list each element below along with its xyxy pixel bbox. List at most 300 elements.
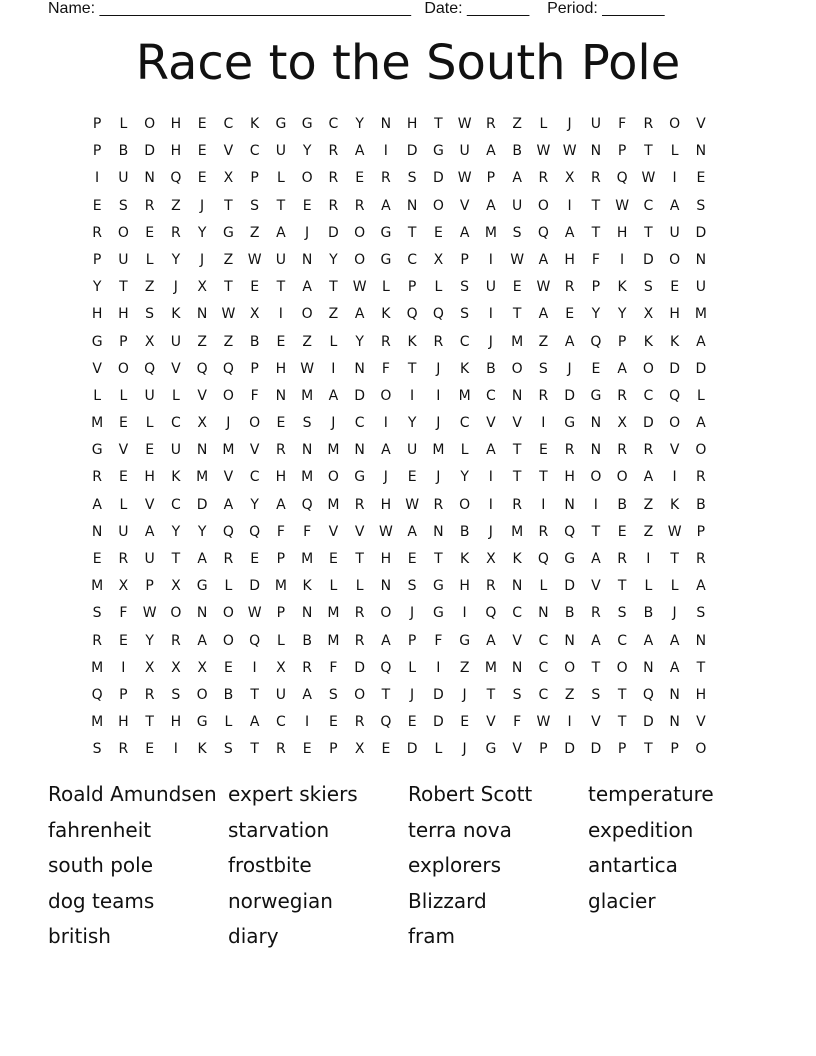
grid-letter: G [485, 741, 497, 758]
grid-letter: Y [171, 251, 181, 268]
grid-letter: E [118, 632, 128, 649]
grid-letter: E [355, 170, 365, 187]
grid-letter: R [433, 496, 444, 513]
word-list-item: norwegian [228, 888, 333, 913]
grid-letter: T [486, 686, 496, 703]
grid-letter: Q [485, 605, 497, 622]
grid-letter: U [590, 116, 601, 132]
grid-letter: D [642, 714, 654, 731]
grid-letter: P [119, 333, 128, 350]
grid-letter: V [512, 741, 522, 758]
grid-letter: Q [616, 170, 628, 187]
grid-letter: S [223, 741, 233, 758]
grid-letter: O [144, 116, 156, 132]
grid-letter: J [436, 469, 441, 486]
grid-letter: E [250, 279, 260, 296]
grid-letter: L [145, 415, 154, 432]
grid-letter: T [224, 279, 233, 296]
grid-letter: X [144, 659, 155, 676]
grid-letter: E [670, 279, 680, 296]
grid-letter: N [669, 686, 680, 703]
grid-letter: W [457, 170, 472, 187]
grid-letter: P [119, 686, 128, 703]
grid-letter: R [354, 197, 365, 214]
grid-letter: P [92, 116, 102, 132]
grid-letter: K [460, 360, 470, 377]
grid-letter: E [197, 170, 207, 187]
grid-letter: W [667, 523, 682, 540]
grid-letter: J [436, 360, 441, 377]
grid-letter: I [436, 659, 441, 676]
grid-letter: O [511, 360, 523, 377]
grid-letter: P [276, 605, 286, 622]
grid-letter: N [695, 632, 707, 649]
grid-letter: R [696, 551, 706, 567]
grid-letter: G [459, 632, 471, 649]
grid-letter: E [407, 551, 417, 567]
grid-letter: C [170, 415, 181, 432]
grid-letter: M [484, 224, 497, 241]
grid-letter: C [538, 686, 549, 703]
grid-letter: H [118, 306, 129, 323]
grid-letter: J [200, 251, 205, 268]
grid-letter: Z [538, 333, 549, 350]
grid-letter: H [564, 251, 575, 268]
grid-letter: I [436, 387, 441, 404]
grid-letter: J [567, 360, 572, 377]
grid-letter: D [564, 741, 576, 758]
grid-letter: D [564, 578, 576, 595]
grid-letter: X [197, 279, 207, 296]
grid-letter: S [696, 605, 706, 622]
grid-letter: W [615, 197, 630, 214]
grid-letter: P [617, 143, 627, 160]
grid-letter: A [617, 360, 627, 377]
grid-letter: S [145, 306, 155, 323]
grid-letter: V [696, 116, 706, 132]
grid-letter: A [486, 197, 496, 214]
grid-letter: S [171, 686, 181, 703]
grid-letter: O [616, 659, 628, 676]
grid-letter: E [145, 741, 155, 758]
grid-letter: R [328, 170, 339, 187]
grid-letter: E [145, 224, 155, 241]
grid-letter: R [354, 496, 365, 513]
grid-letter: M [327, 442, 340, 459]
grid-letter: Q [642, 686, 654, 703]
grid-letter: I [410, 387, 415, 404]
grid-letter: A [459, 224, 470, 241]
grid-letter: T [407, 224, 417, 241]
grid-letter: Q [222, 360, 234, 377]
grid-letter: T [591, 224, 601, 241]
grid-letter: A [381, 632, 391, 649]
grid-letter: C [538, 659, 549, 676]
word-list-item: fahrenheit [48, 817, 152, 842]
grid-letter: D [564, 387, 576, 404]
grid-letter: V [118, 442, 129, 459]
grid-letter: B [118, 143, 129, 160]
grid-letter: G [275, 116, 287, 132]
grid-letter: Y [355, 333, 364, 350]
grid-letter: W [536, 143, 551, 160]
grid-letter: K [512, 551, 522, 567]
grid-letter: O [117, 360, 129, 377]
grid-letter: X [197, 659, 207, 676]
grid-letter: Q [564, 523, 576, 540]
grid-letter: A [696, 415, 706, 432]
word-list-item: fram [408, 924, 456, 949]
grid-letter: E [302, 197, 312, 214]
grid-letter: R [696, 469, 706, 486]
grid-letter: L [670, 143, 679, 160]
grid-letter: Z [223, 251, 234, 268]
grid-letter: Z [223, 333, 234, 350]
word-list-item: antartica [588, 853, 678, 878]
grid-letter: H [170, 143, 182, 160]
grid-letter: M [458, 387, 471, 404]
grid-letter: J [436, 415, 441, 432]
grid-letter: N [590, 442, 602, 459]
grid-letter: E [276, 333, 286, 350]
grid-letter: R [144, 686, 155, 703]
grid-letter: O [249, 415, 261, 432]
grid-letter: Y [591, 306, 601, 323]
grid-letter: A [696, 578, 706, 595]
grid-letter: D [196, 496, 208, 513]
grid-letter: A [354, 143, 365, 160]
grid-letter: F [434, 632, 443, 649]
grid-letter: I [567, 714, 572, 731]
page-title: Race to the South Pole [135, 35, 681, 91]
grid-letter: G [380, 224, 392, 241]
grid-letter: T [512, 442, 522, 459]
grid-letter: L [696, 387, 705, 404]
grid-letter: W [510, 251, 525, 268]
grid-letter: I [173, 741, 178, 758]
grid-letter: R [538, 170, 549, 187]
grid-letter: C [328, 116, 339, 132]
grid-letter: D [590, 741, 602, 758]
grid-letter: X [118, 578, 129, 595]
grid-letter: O [695, 442, 707, 459]
grid-letter: Y [197, 224, 207, 241]
grid-letter: V [669, 442, 680, 459]
grid-letter: R [643, 442, 654, 459]
grid-letter: D [432, 686, 444, 703]
grid-letter: Q [432, 306, 444, 323]
grid-letter: E [92, 551, 102, 567]
grid-letter: I [121, 659, 126, 676]
grid-letter: A [381, 442, 391, 459]
grid-letter: G [301, 116, 313, 132]
grid-letter: I [567, 197, 572, 214]
grid-letter: A [276, 496, 286, 513]
letter-grid [84, 114, 714, 767]
grid-letter: J [672, 605, 677, 622]
grid-letter: P [407, 279, 417, 296]
grid-letter: P [276, 551, 286, 567]
grid-letter: D [642, 251, 654, 268]
grid-letter: K [460, 551, 470, 567]
grid-letter: W [536, 714, 551, 731]
grid-letter: X [564, 170, 575, 187]
grid-letter: O [642, 360, 654, 377]
grid-letter: W [641, 170, 656, 187]
grid-letter: M [327, 496, 340, 513]
grid-letter: S [460, 306, 470, 323]
grid-letter: L [276, 632, 285, 649]
grid-letter: H [669, 306, 680, 323]
grid-letter: A [591, 551, 601, 567]
grid-letter: Y [250, 496, 259, 513]
grid-letter: V [591, 578, 601, 595]
grid-letter: R [92, 632, 102, 649]
grid-letter: S [302, 415, 312, 432]
grid-letter: W [457, 116, 472, 132]
word-list-item: diary [228, 924, 279, 949]
grid-letter: J [173, 279, 178, 296]
grid-letter: K [197, 741, 207, 758]
grid-letter: N [301, 251, 313, 268]
grid-letter: O [459, 496, 471, 513]
grid-letter: Z [328, 306, 339, 323]
grid-letter: S [92, 605, 102, 622]
grid-letter: P [145, 578, 154, 595]
grid-letter: W [378, 523, 393, 540]
grid-letter: X [486, 551, 496, 567]
grid-letter: T [434, 551, 443, 567]
grid-letter: S [92, 741, 102, 758]
grid-letter: Q [590, 333, 602, 350]
grid-letter: H [616, 224, 628, 241]
grid-letter: A [591, 632, 601, 649]
grid-letter: I [593, 496, 598, 513]
grid-letter: F [618, 116, 627, 132]
grid-letter: M [91, 714, 104, 731]
grid-letter: W [247, 605, 262, 622]
grid-letter: C [512, 605, 523, 622]
grid-letter: O [537, 197, 549, 214]
grid-letter: R [381, 170, 391, 187]
grid-letter: O [117, 224, 129, 241]
grid-letter: X [171, 659, 181, 676]
grid-letter: V [459, 197, 470, 214]
grid-letter: R [564, 279, 575, 296]
grid-letter: O [354, 251, 366, 268]
grid-letter: H [406, 116, 418, 132]
word-list-item: Roald Amundsen [48, 782, 217, 806]
grid-letter: C [617, 632, 628, 649]
grid-letter: C [485, 387, 496, 404]
grid-letter: B [696, 496, 706, 513]
grid-letter: X [223, 170, 234, 187]
grid-letter: L [329, 578, 338, 595]
grid-letter: F [513, 714, 522, 731]
grid-letter: I [331, 360, 336, 377]
grid-letter: R [643, 116, 654, 132]
grid-letter: T [617, 578, 627, 595]
grid-letter: X [433, 251, 444, 268]
grid-letter: A [223, 496, 234, 513]
grid-letter: O [354, 224, 366, 241]
grid-letter: O [380, 387, 392, 404]
grid-letter: O [564, 659, 576, 676]
grid-letter: M [301, 387, 314, 404]
grid-letter: B [249, 333, 260, 350]
grid-letter: J [410, 686, 415, 703]
grid-letter: P [617, 333, 627, 350]
grid-letter: E [92, 197, 102, 214]
grid-letter: K [171, 469, 181, 486]
grid-letter: W [562, 143, 577, 160]
grid-letter: T [119, 279, 128, 296]
grid-letter: V [591, 714, 601, 731]
grid-letter: M [694, 306, 707, 323]
grid-letter: R [328, 143, 339, 160]
grid-letter: J [488, 333, 493, 350]
grid-letter: V [249, 442, 260, 459]
grid-letter: Z [643, 523, 654, 540]
grid-letter: T [512, 469, 522, 486]
grid-letter: N [380, 578, 392, 595]
grid-letter: Q [380, 659, 392, 676]
grid-letter: L [539, 116, 548, 132]
grid-letter: Y [171, 523, 181, 540]
grid-letter: A [486, 442, 496, 459]
grid-letter: R [433, 333, 444, 350]
grid-letter: A [276, 224, 286, 241]
grid-letter: N [380, 116, 392, 132]
grid-letter: B [223, 686, 234, 703]
grid-letter: T [276, 279, 286, 296]
grid-letter: E [617, 523, 627, 540]
grid-letter: M [484, 659, 497, 676]
grid-letter: L [171, 387, 180, 404]
grid-letter: K [643, 333, 653, 350]
grid-letter: V [486, 714, 496, 731]
grid-letter: V [328, 523, 339, 540]
grid-letter: O [380, 605, 392, 622]
grid-letter: R [276, 741, 286, 758]
grid-letter: N [301, 605, 313, 622]
grid-letter: N [511, 387, 523, 404]
grid-letter: Z [643, 496, 654, 513]
grid-letter: S [512, 686, 522, 703]
grid-letter: O [432, 197, 444, 214]
grid-letter: Q [196, 360, 208, 377]
grid-letter: Y [197, 523, 207, 540]
grid-letter: C [354, 415, 365, 432]
grid-letter: U [118, 170, 129, 187]
grid-letter: D [406, 143, 418, 160]
grid-letter: I [462, 605, 467, 622]
grid-letter: O [669, 415, 681, 432]
grid-letter: W [142, 605, 157, 622]
grid-letter: T [276, 197, 286, 214]
grid-letter: P [486, 170, 496, 187]
grid-letter: I [278, 306, 283, 323]
grid-letter: Q [301, 496, 313, 513]
grid-letter: N [196, 442, 208, 459]
grid-letter: S [407, 578, 417, 595]
grid-letter: E [302, 741, 312, 758]
grid-letter: S [328, 686, 338, 703]
grid-letter: M [511, 523, 524, 540]
grid-letter: N [275, 387, 287, 404]
grid-letter: L [434, 279, 443, 296]
grid-letter: A [643, 632, 654, 649]
grid-letter: R [512, 496, 522, 513]
grid-letter: T [250, 686, 259, 703]
grid-letter: Z [564, 686, 575, 703]
grid-letter: I [252, 659, 257, 676]
grid-letter: A [197, 551, 207, 567]
grid-letter: V [354, 523, 365, 540]
grid-letter: V [696, 714, 706, 731]
grid-letter: O [695, 741, 707, 758]
grid-letter: J [226, 415, 231, 432]
grid-letter: S [643, 279, 653, 296]
grid-letter: J [305, 224, 310, 241]
grid-letter: Q [406, 306, 418, 323]
grid-letter: W [352, 279, 367, 296]
grid-letter: M [301, 469, 314, 486]
grid-letter: S [696, 197, 706, 214]
grid-letter: U [118, 251, 129, 268]
grid-letter: A [696, 333, 706, 350]
grid-letter: D [669, 360, 681, 377]
grid-letter: H [91, 306, 103, 323]
grid-letter: I [488, 496, 493, 513]
grid-letter: X [643, 306, 654, 323]
grid-letter: I [646, 551, 651, 567]
grid-letter: T [224, 197, 233, 214]
grid-letter: V [512, 415, 522, 432]
grid-letter: Q [537, 224, 549, 241]
grid-letter: R [144, 197, 155, 214]
grid-letter: Y [407, 415, 417, 432]
grid-letter: T [617, 714, 627, 731]
grid-letter: G [222, 224, 234, 241]
grid-letter: G [196, 714, 208, 731]
grid-letter: A [538, 306, 549, 323]
grid-letter: E [250, 551, 260, 567]
grid-letter: M [91, 578, 104, 595]
grid-letter: M [327, 605, 340, 622]
grid-letter: L [355, 578, 364, 595]
grid-letter: G [196, 578, 208, 595]
word-list-item: british [48, 924, 111, 949]
grid-letter: H [564, 469, 575, 486]
grid-letter: E [381, 741, 391, 758]
grid-letter: P [591, 279, 601, 296]
grid-letter: R [92, 469, 102, 486]
grid-letter: N [590, 143, 602, 160]
grid-letter: L [224, 714, 233, 731]
grid-letter: L [145, 251, 154, 268]
grid-letter: C [249, 143, 260, 160]
grid-letter: M [274, 578, 287, 595]
word-list-item: frostbite [228, 853, 312, 878]
grid-letter: E [433, 224, 443, 241]
grid-letter: U [170, 442, 181, 459]
grid-letter: C [459, 333, 470, 350]
grid-letter: T [407, 360, 417, 377]
grid-letter: R [617, 442, 627, 459]
grid-letter: Q [222, 523, 234, 540]
grid-letter: R [354, 605, 365, 622]
